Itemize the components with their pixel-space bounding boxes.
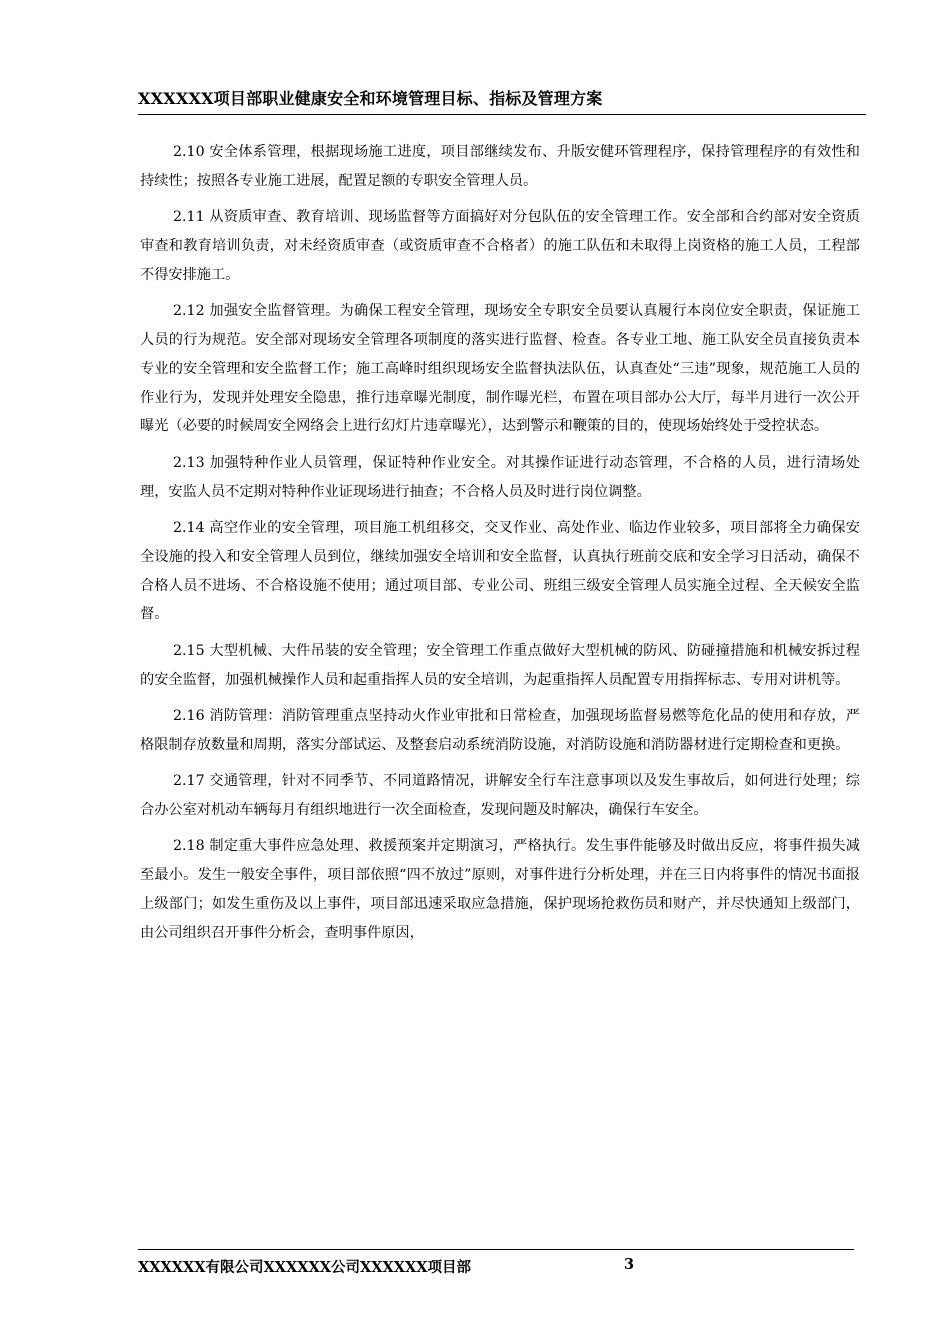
page-footer xyxy=(138,1249,854,1290)
document-body xyxy=(140,138,860,947)
paragraph-2-15: 2.15 大型机械、大件吊装的安全管理；安全管理工作重点做好大型机械的防风、防碰撞措施和机械安拆过程的安全监督，加强机械操作人员和起重指挥人员的安全培训，为起重指挥人员配置专用指挥标志、专用对讲机等。 xyxy=(140,642,860,688)
paragraph-2-13: 2.13 加强特种作业人员管理，保证特种作业安全。对其操作证进行动态管理，不合格的人员，进行清场处理，安监人员不定期对特种作业证现场进行抽查；不合格人员及时进行岗位调整。 xyxy=(140,454,860,500)
page-number: 3 xyxy=(624,1256,635,1273)
paragraph-2-16: 2.16 消防管理：消防管理重点坚持动火作业审批和日常检查，加强现场监督易燃等危化品的使用和存放，严格限制存放数量和周期，落实分部试运、及整套启动系统消防设施，对消防设施和消防器材进行定期检查和更换。 xyxy=(140,707,860,753)
paragraph-2-10: 2.10 安全体系管理，根据现场施工进度，项目部继续发布、升版安健环管理程序，保持管理程序的有效性和持续性；按照各专业施工进展，配置足额的专职安全管理人员。 xyxy=(140,144,860,189)
page-header xyxy=(138,84,866,115)
paragraph-2-11: 2.11 从资质审查、教育培训、现场监督等方面搞好对分包队伍的安全管理工作。安全部和合约部对安全资质审查和教育培训负责，对未经资质审查（或资质审查不合格者）的施工队伍和未取得上岗资格的施工人员，工程部不得安排施工。 xyxy=(140,209,860,283)
paragraph-2-17: 2.17 交通管理，针对不同季节、不同道路情况，讲解安全行车注意事项以及发生事故后，如何进行处理；综合办公室对机动车辆每月有组织地进行一次全面检查，发现问题及时解决，确保行车安全。 xyxy=(140,773,860,818)
paragraph-2-18: 2.18 制定重大事件应急处理、救援预案并定期演习，严格执行。发生事件能够及时做出反应，将事件损失减至最小。发生一般安全事件，项目部依照“四不放过”原则，对事件进行分析处理，并在三日内将事件的情况书面报上级部门；如发生重伤及以上事件，项目部迅速采取应急措施，保护现场抢救伤员和财产，并尽快通知上级部门，由公司组织召开事件分析会，查明事件原因， xyxy=(140,838,860,941)
paragraph-2-14: 2.14 高空作业的安全管理，项目施工机组移交，交叉作业、高处作业、临边作业较多，项目部将全力确保安全设施的投入和安全管理人员到位，继续加强安全培训和安全监督，认真执行班前交底和安全学习日活动，确保不合格人员不进场、不合格设施不使用；通过项目部、专业公司、班组三级安全管理人员实施全过程、全天候安全监督。 xyxy=(140,519,860,623)
paragraph-2-12: 2.12 加强安全监督管理。为确保工程安全管理，现场安全专职安全员要认真履行本岗位安全职责，保证施工人员的行为规范。安全部对现场安全管理各项制度的落实进行监督、检查。各专业工地、施工队安全员直接负责本专业的安全管理和安全监督工作；施工高峰时组织现场安全监督执法队伍，认真查处“三违”现象，规范施工人员的作业行为，发现并处理安全隐患，推行违章曝光制度，制作曝光栏，布置在项目部办公大厅，每半月进行一次公开曝光（必要的时候周安全网络会上进行幻灯片违章曝光），达到警示和鞭策的目的，使现场始终处于受控状态。 xyxy=(140,303,860,435)
header-title: XXXXXX项目部职业健康安全和环境管理目标、指标及管理方案 xyxy=(138,89,603,108)
footer-organization: XXXXXX有限公司XXXXXX公司XXXXXX项目部 xyxy=(138,1259,472,1276)
